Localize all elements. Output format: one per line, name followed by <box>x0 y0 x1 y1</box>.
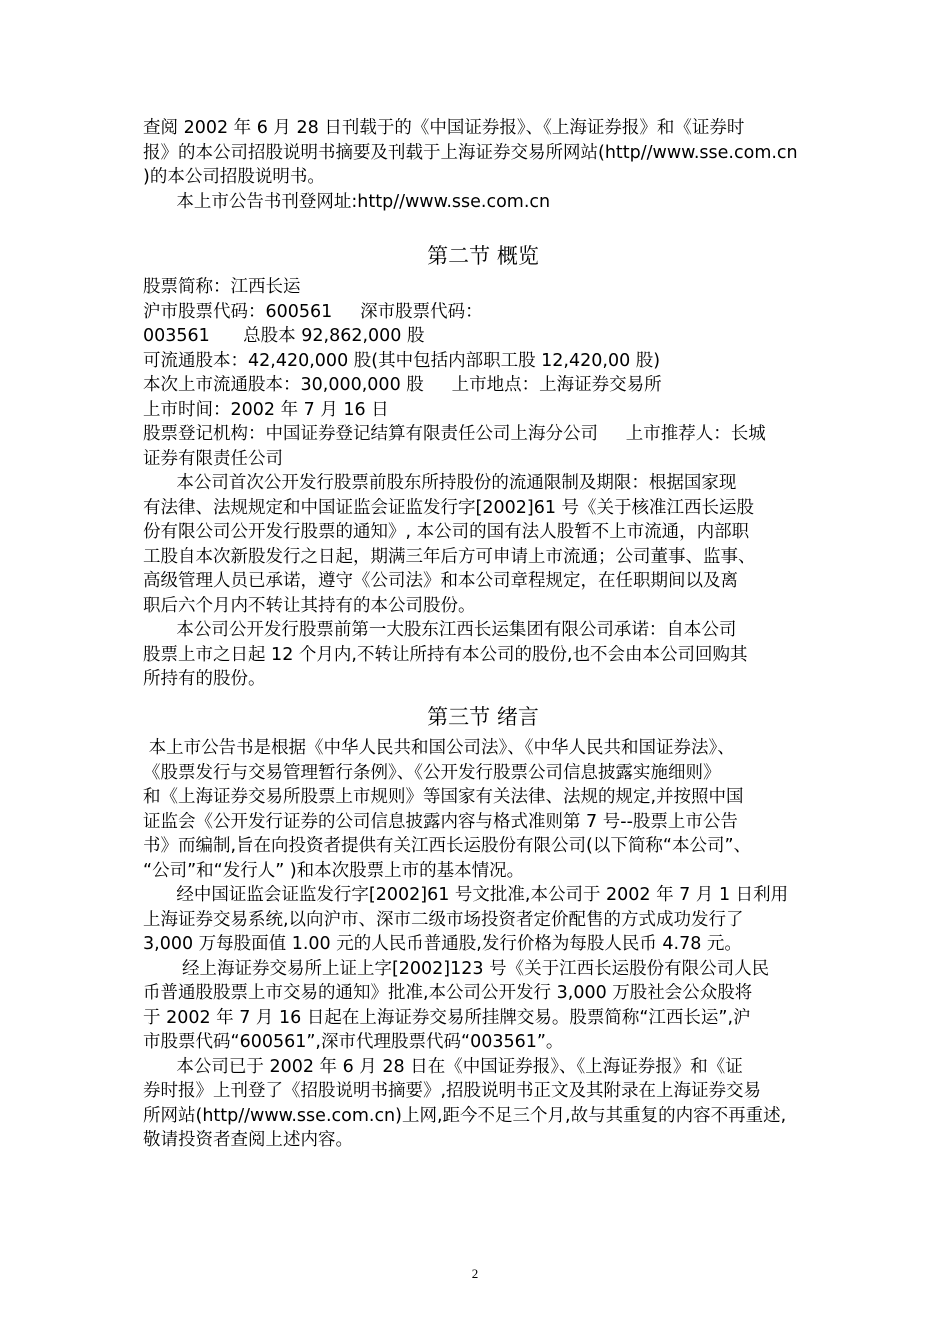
section-2-heading: 第二节 概览 <box>427 244 539 268</box>
text-line: 和《上海证券交易所股票上市规则》等国家有关法律、法规的规定,并按照中国 <box>143 787 744 807</box>
text-line: 查阅 2002 年 6 月 28 日刊载于的《中国证券报》、《上海证券报》和《证券时 <box>143 118 745 138</box>
text-line: )的本公司招股说明书。 <box>143 167 325 187</box>
text-line: 证监会《公开发行证券的公司信息披露内容与格式准则第 7 号--股票上市公告 <box>143 811 738 832</box>
text-line: 券时报》上刊登了《招股说明书摘要》,招股说明书正文及其附录在上海证券交易 <box>143 1081 762 1101</box>
text-line: 所持有的股份。 <box>143 669 266 689</box>
text-line: 份有限公司公开发行股票的通知》, 本公司的国有法人股暂不上市流通，内部职 <box>143 522 750 542</box>
text-line: 币普通股股票上市交易的通知》批准,本公司公开发行 3,000 万股社会公众股将 <box>143 983 753 1003</box>
text-line: 本公司公开发行股票前第一大股东江西长运集团有限公司承诺：自本公司 <box>143 620 737 640</box>
text-line: 于 2002 年 7 月 16 日起在上海证券交易所挂牌交易。股票简称“江西长运”,沪 <box>143 1007 751 1028</box>
text-line: 报》的本公司招股说明书摘要及刊载于上海证券交易所网站(http//www.sse.com.cn <box>143 142 798 163</box>
text-line: 职后六个月内不转让其持有的本公司股份。 <box>143 595 476 616</box>
page-number: 2 <box>471 1266 479 1281</box>
text-line: “公司”和“发行人” )和本次股票上市的基本情况。 <box>143 860 525 881</box>
text-line: 经中国证监会证监发行字[2002]61 号文批准,本公司于 2002 年 7 月 1 日利用 <box>143 885 789 905</box>
text-line: 沪市股票代码：600561 深市股票代码： <box>143 301 483 322</box>
text-line: 本次上市流通股本：30,000,000 股 上市地点：上海证券交易所 <box>143 375 662 395</box>
text-line: 证券有限责任公司 <box>143 448 283 469</box>
text-line: 所网站(http//www.sse.com.cn)上网,距今不足三个月,故与其重复的内容不再重述, <box>143 1105 787 1126</box>
text-line: 书》而编制,旨在向投资者提供有关江西长运股份有限公司(以下简称“本公司”、 <box>143 836 752 856</box>
text-line: 股票上市之日起 12 个月内,不转让所持有本公司的股份,也不会由本公司回购其 <box>143 644 748 665</box>
text-line: 股票登记机构：中国证券登记结算有限责任公司上海分公司 上市推荐人：长城 <box>143 424 766 444</box>
text-line: 上市时间：2002 年 7 月 16 日 <box>143 399 389 420</box>
text-line: 本上市公告书刊登网址:http//www.sse.com.cn <box>143 191 551 212</box>
intro-paragraph <box>143 116 823 214</box>
text-line: 本公司首次公开发行股票前股东所持股份的流通限制及期限：根据国家现 <box>143 473 737 493</box>
text-line: 上海证券交易系统,以向沪市、深市二级市场投资者定价配售的方式成功发行了 <box>143 909 744 930</box>
text-line: 3,000 万每股面值 1.00 元的人民币普通股,发行价格为每股人民币 4.78 元。 <box>143 934 742 954</box>
text-line: 有法律、法规规定和中国证监会证监发行字[2002]61 号《关于核准江西长运股 <box>143 497 755 518</box>
text-line: 本公司已于 2002 年 6 月 28 日在《中国证券报》、《上海证券报》和《证 <box>143 1056 743 1077</box>
section-2-body <box>143 275 823 692</box>
text-line: 003561 总股本 92,862,000 股 <box>143 326 425 346</box>
text-line: 《股票发行与交易管理暂行条例》、《公开发行股票公司信息披露实施细则》 <box>143 762 721 783</box>
text-line: 可流通股本：42,420,000 股(其中包括内部职工股 12,420,00 股) <box>143 350 661 371</box>
text-line: 股票简称：江西长运 <box>143 277 301 297</box>
text-line: 敬请投资者查阅上述内容。 <box>143 1130 353 1150</box>
text-line: 经上海证券交易所上证上字[2002]123 号《关于江西长运股份有限公司人民 <box>143 958 770 979</box>
section-3-body <box>143 736 823 1153</box>
text-line: 本上市公告书是根据《中华人民共和国公司法》、《中华人民共和国证券法》、 <box>143 738 735 758</box>
text-line: 工股自本次新股发行之日起，期满三年后方可申请上市流通；公司董事、监事、 <box>143 546 756 567</box>
text-line: 市股票代码“600561”,深市代理股票代码“003561”。 <box>143 1032 564 1052</box>
section-3-heading: 第三节 绪言 <box>427 705 539 729</box>
text-line: 高级管理人员已承诺，遵守《公司法》和本公司章程规定，在任职期间以及离 <box>143 571 738 591</box>
